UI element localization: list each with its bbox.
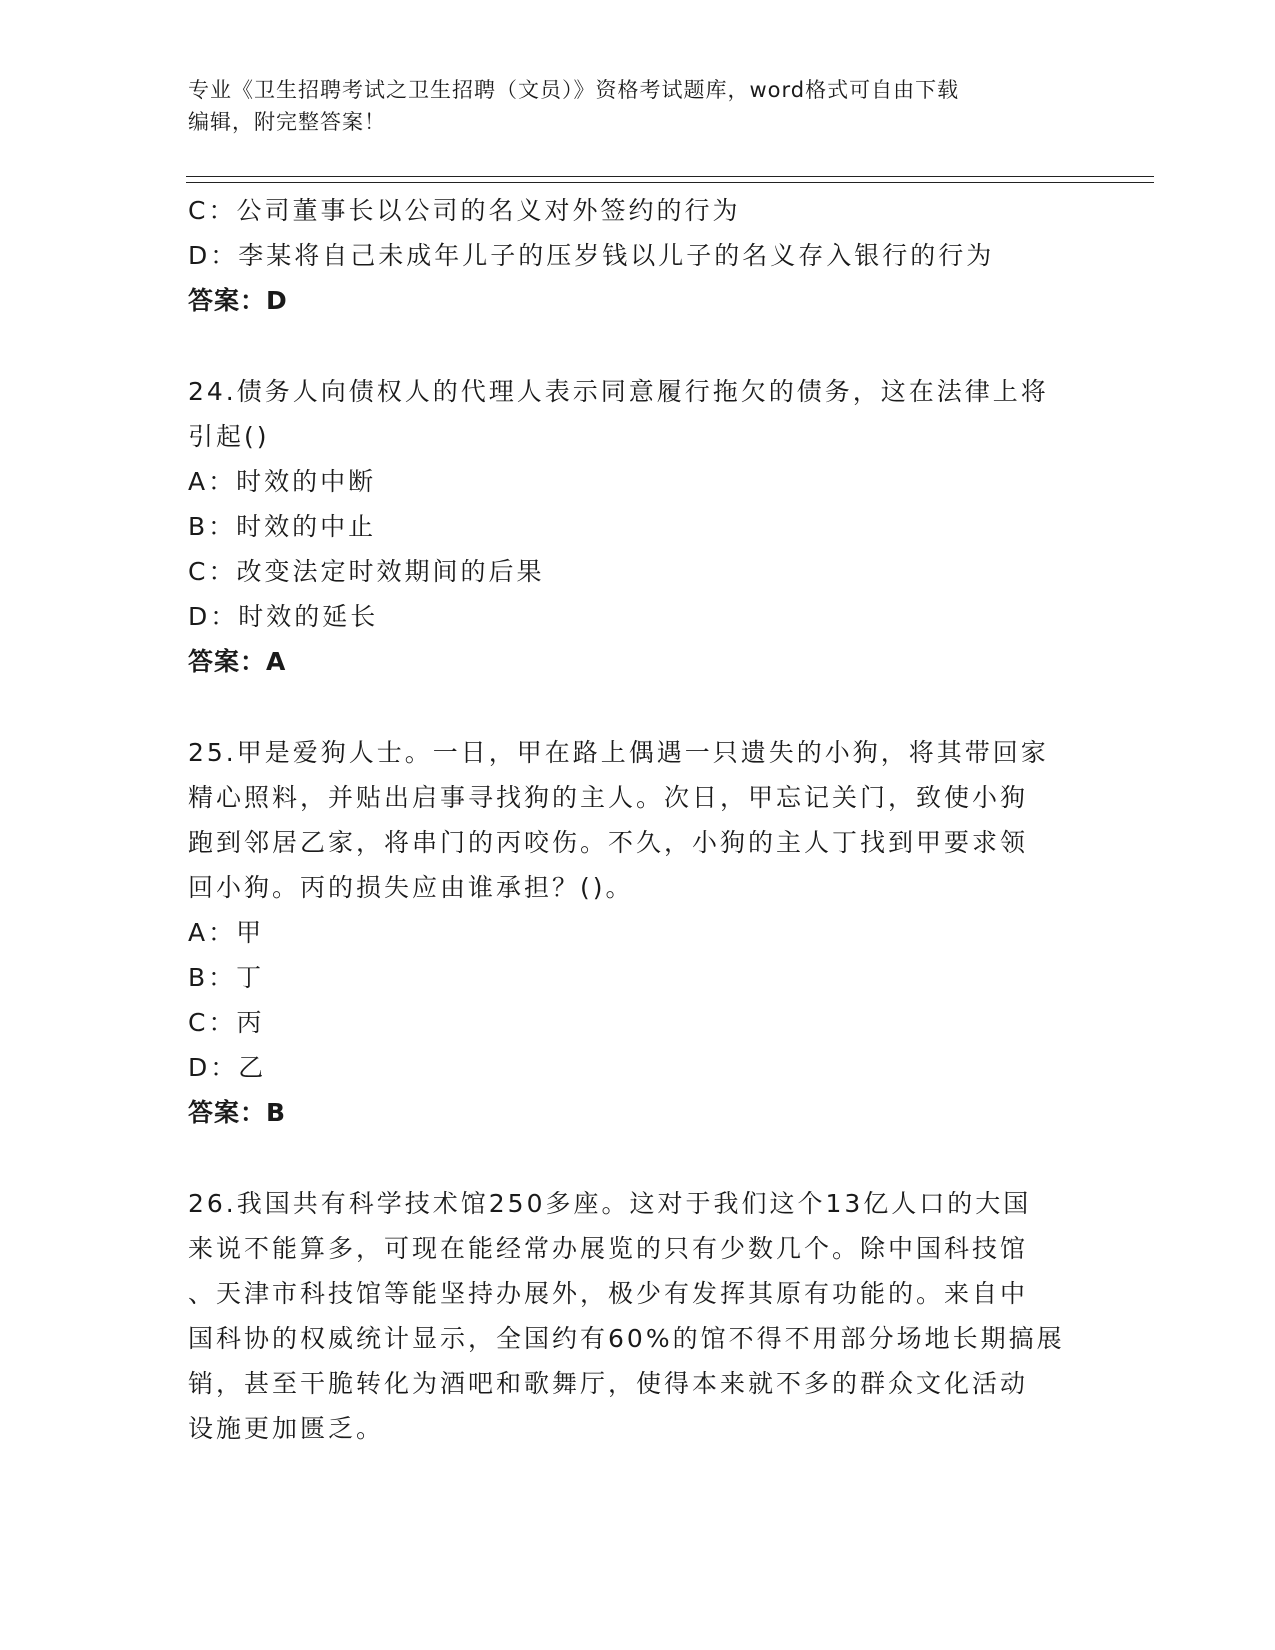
q26-stem-line: 国科协的权威统计显示，全国约有60%的馆不得不用部分场地长期搞展 <box>188 1324 1065 1353</box>
q24-stem <box>188 369 1088 459</box>
q26-stem-line: 销，甚至干脆转化为酒吧和歌舞厅，使得本来就不多的群众文化活动 <box>188 1369 1029 1398</box>
q26-stem-line: 设施更加匮乏。 <box>188 1414 385 1443</box>
q23-answer: 答案：D <box>188 286 288 315</box>
question-23 <box>188 188 1088 323</box>
q25-answer: 答案：B <box>188 1098 287 1127</box>
spacer <box>188 684 1088 730</box>
q25-stem-line: 回小狗。丙的损失应由谁承担？()。 <box>188 873 634 902</box>
q26-stem-line: 26.我国共有科学技术馆250多座。这对于我们这个13亿人口的大国 <box>188 1189 1032 1218</box>
q25-stem-line: 25.甲是爱狗人士。一日，甲在路上偶遇一只遗失的小狗，将其带回家 <box>188 738 1049 767</box>
q23-option-d: D：李某将自己未成年儿子的压岁钱以儿子的名义存入银行的行为 <box>188 241 995 270</box>
q24-answer: 答案：A <box>188 647 287 676</box>
q25-stem-line: 跑到邻居乙家，将串门的丙咬伤。不久，小狗的主人丁找到甲要求领 <box>188 828 1029 857</box>
q23-option-c: C：公司董事长以公司的名义对外签约的行为 <box>188 196 741 225</box>
q25-option-d: D：乙 <box>188 1053 267 1082</box>
header-line-2: 编辑，附完整答案！ <box>188 110 386 134</box>
question-24 <box>188 369 1088 684</box>
header-line-1: 专业《卫生招聘考试之卫生招聘（文员）》资格考试题库，word格式可自由下载 <box>188 78 960 102</box>
document-header <box>188 74 1068 138</box>
q25-stem <box>188 730 1088 910</box>
q26-stem <box>188 1181 1088 1451</box>
question-25 <box>188 730 1088 1135</box>
q25-option-c: C：丙 <box>188 1008 265 1037</box>
q24-option-a: A：时效的中断 <box>188 467 377 496</box>
q24-stem-line: 引起() <box>188 422 270 451</box>
spacer <box>188 323 1088 369</box>
question-26 <box>188 1181 1088 1451</box>
q26-stem-line: 来说不能算多，可现在能经常办展览的只有少数几个。除中国科技馆 <box>188 1234 1029 1263</box>
header-rule-bottom <box>186 182 1154 183</box>
q26-stem-line: 、天津市科技馆等能坚持办展外，极少有发挥其原有功能的。来自中 <box>188 1279 1029 1308</box>
spacer <box>188 1135 1088 1181</box>
q25-stem-line: 精心照料，并贴出启事寻找狗的主人。次日，甲忘记关门，致使小狗 <box>188 783 1029 812</box>
question-list <box>188 188 1088 1451</box>
q24-option-c: C：改变法定时效期间的后果 <box>188 557 545 586</box>
q25-option-b: B：丁 <box>188 963 265 992</box>
q25-option-a: A：甲 <box>188 918 265 947</box>
q24-stem-line: 24.债务人向债权人的代理人表示同意履行拖欠的债务，这在法律上将 <box>188 377 1049 406</box>
q24-option-d: D：时效的延长 <box>188 602 379 631</box>
header-rule-top <box>186 176 1154 177</box>
q24-option-b: B：时效的中止 <box>188 512 377 541</box>
